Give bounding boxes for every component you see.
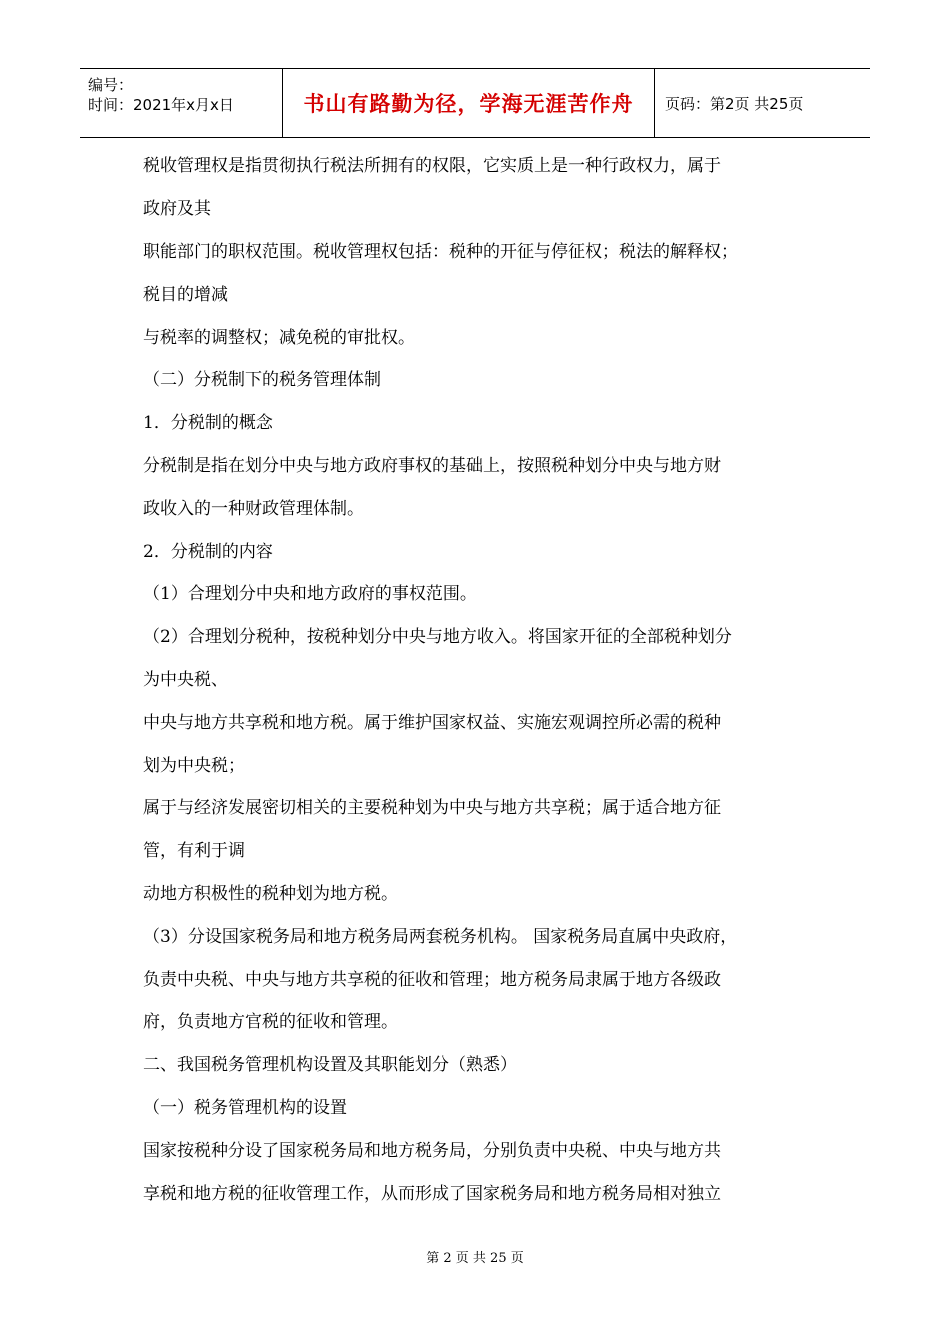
text-line: 政收入的一种财政管理体制。 <box>143 499 364 519</box>
text-line: （一）税务管理机构的设置 <box>143 1098 347 1118</box>
text-line: 分税制是指在划分中央与地方政府事权的基础上，按照税种划分中央与地方财 <box>143 456 721 476</box>
text-line: 二、我国税务管理机构设置及其职能划分（熟悉） <box>143 1055 517 1075</box>
text-line: 划为中央税； <box>143 756 245 776</box>
text-line: 2．分税制的内容 <box>143 542 273 562</box>
text-line: （3）分设国家税务局和地方税务局两套税务机构。 国家税务局直属中央政府， <box>143 927 738 947</box>
header-meta <box>80 69 283 137</box>
page-header <box>80 68 870 138</box>
page-footer: 第 2 页 共 25 页 <box>426 1251 524 1266</box>
text-line: 享税和地方税的征收管理工作，从而形成了国家税务局和地方税务局相对独立 <box>143 1184 721 1204</box>
text-line: 职能部门的职权范围。税收管理权包括：税种的开征与停征权；税法的解释权； <box>143 242 738 262</box>
text-line: （1）合理划分中央和地方政府的事权范围。 <box>143 584 477 604</box>
header-page-info-cell <box>655 69 870 137</box>
text-line: 税目的增减 <box>143 285 228 305</box>
text-line: 中央与地方共享税和地方税。属于维护国家权益、实施宏观调控所必需的税种 <box>143 713 721 733</box>
text-line: （2）合理划分税种，按税种划分中央与地方收入。将国家开征的全部税种划分 <box>143 627 732 647</box>
text-line: 管，有利于调 <box>143 841 245 861</box>
text-line: 政府及其 <box>143 199 211 219</box>
motto: 书山有路勤为径，学海无涯苦作舟 <box>303 92 634 116</box>
text-line: 府，负责地方官税的征收和管理。 <box>143 1012 398 1032</box>
text-line: 动地方积极性的税种划为地方税。 <box>143 884 398 904</box>
text-line: 税收管理权是指贯彻执行税法所拥有的权限，它实质上是一种行政权力，属于 <box>143 156 721 176</box>
text-line: （二）分税制下的税务管理体制 <box>143 370 381 390</box>
text-line: 国家按税种分设了国家税务局和地方税务局，分别负责中央税、中央与地方共 <box>143 1141 721 1161</box>
text-line: 负责中央税、中央与地方共享税的征收和管理；地方税务局隶属于地方各级政 <box>143 970 721 990</box>
header-motto-cell <box>283 69 655 137</box>
page-info: 页码：第2页 共25页 <box>665 94 804 113</box>
text-line: 为中央税、 <box>143 670 228 690</box>
number-label: 编号： <box>88 76 134 94</box>
text-line: 属于与经济发展密切相关的主要税种划为中央与地方共享税；属于适合地方征 <box>143 798 721 818</box>
time-label: 时间：2021年x月x日 <box>88 96 234 114</box>
text-line: 1．分税制的概念 <box>143 413 273 433</box>
text-line: 与税率的调整权；减免税的审批权。 <box>143 328 415 348</box>
